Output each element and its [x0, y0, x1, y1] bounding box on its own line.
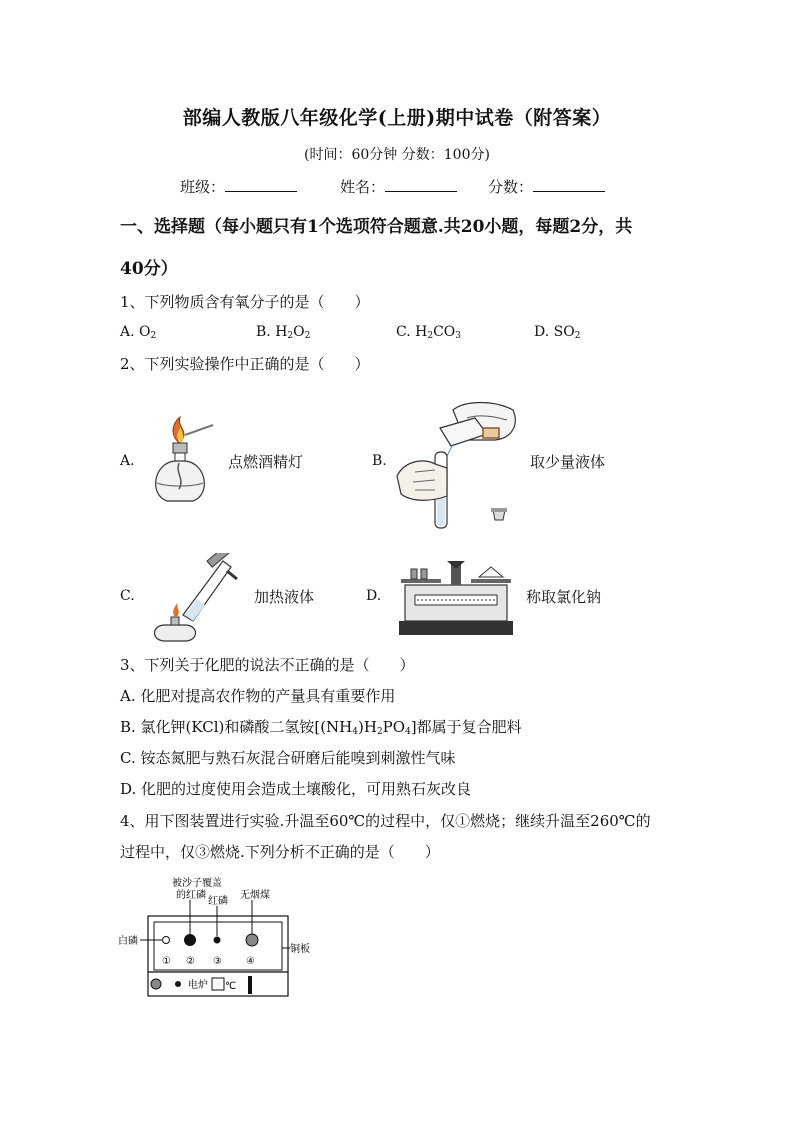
balance-figure: [397, 555, 515, 637]
q2-c-letter[interactable]: C.: [120, 588, 135, 604]
label-anthracite: 无烟煤: [240, 890, 270, 901]
q2-stem: 2、下列实验操作中正确的是（ ）: [120, 355, 370, 373]
q1-a-text: A. O: [120, 324, 151, 340]
name-blank[interactable]: [385, 177, 457, 192]
q3-b-mid2: PO: [382, 718, 406, 736]
q3-b-sub1: 4: [352, 727, 358, 737]
q1-b-sub2: 2: [304, 331, 311, 341]
label-n1: ①: [162, 956, 171, 967]
name-field: [340, 176, 457, 197]
label-copper-plate: 铜板: [290, 944, 310, 955]
q1-d-text: D. SO: [534, 324, 575, 340]
q3-stem: 3、下列关于化肥的说法不正确的是（ ）: [120, 656, 415, 674]
q2-a-letter[interactable]: A.: [120, 453, 135, 469]
class-label: 班级：: [180, 178, 226, 196]
alcohol-lamp-figure: [145, 415, 215, 507]
label-white-phosphorus: 白磷: [118, 936, 138, 947]
q1-b-mid: O: [293, 324, 305, 340]
heat-liquid-figure: [145, 553, 245, 643]
section-title-line1: 一、选择题（每小题只有1个选项符合题意.共20小题，每题2分，共: [120, 217, 633, 237]
q1-c-mid: CO: [433, 324, 456, 340]
q3-b-post: ]都属于复合肥料: [410, 718, 522, 736]
q2-b-letter[interactable]: B.: [372, 453, 387, 469]
label-n2: ②: [186, 956, 195, 967]
q1-stem: 1、下列物质含有氧分子的是（ ）: [120, 293, 370, 311]
label-n4: ④: [246, 956, 255, 967]
label-sand-covered-2: 的红磷: [176, 890, 206, 901]
label-sand-covered: 被沙子覆盖: [172, 878, 222, 889]
q1-b-sub: 2: [287, 331, 294, 341]
label-red-phosphorus: 红磷: [208, 896, 228, 907]
q3-option-d[interactable]: D. 化肥的过度使用会造成土壤酸化，可用熟石灰改良: [120, 780, 472, 798]
q3-b-mid: )H: [358, 718, 377, 736]
q1-option-c[interactable]: [396, 324, 461, 341]
q1-c-sub: 2: [427, 331, 434, 341]
q1-c-text: C. H: [396, 324, 428, 340]
q1-d-sub: 2: [574, 331, 581, 341]
q2-c-caption: 加热液体: [254, 588, 315, 606]
q2-b-caption: 取少量液体: [530, 453, 606, 471]
q2-d-caption: 称取氯化钠: [526, 588, 602, 606]
q1-c-sub2: 3: [455, 331, 461, 341]
q2-a-caption: 点燃酒精灯: [228, 453, 304, 471]
score-field: [488, 176, 605, 197]
q4-stem-line2: 过程中，仅③燃烧.下列分析不正确的是（ ）: [120, 843, 440, 861]
exam-info: (时间：60分钟 分数：100分): [304, 147, 490, 163]
label-celsius: ℃: [225, 981, 237, 992]
score-label: 分数：: [488, 178, 534, 196]
q1-a-sub: 2: [150, 331, 157, 341]
section-title-line2: 40分）: [120, 259, 178, 279]
name-label: 姓名：: [340, 178, 386, 196]
q3-option-a[interactable]: A. 化肥对提高农作物的产量具有重要作用: [120, 687, 396, 705]
q1-option-b[interactable]: [256, 324, 310, 341]
combustion-apparatus-diagram: [118, 876, 318, 998]
pour-liquid-figure: [395, 398, 525, 532]
page-title: 部编人教版八年级化学(上册)期中试卷（附答案）: [182, 107, 612, 129]
class-blank[interactable]: [225, 177, 297, 192]
q3-b-sub2: 2: [376, 727, 383, 737]
label-n3: ③: [213, 956, 222, 967]
q3-b-sub3: 4: [405, 727, 411, 737]
q1-b-text: B. H: [256, 324, 288, 340]
score-blank[interactable]: [533, 177, 605, 192]
class-field: [180, 176, 297, 197]
q2-d-letter[interactable]: D.: [366, 588, 382, 604]
q4-stem-line1: 4、用下图装置进行实验.升温至60℃的过程中，仅①燃烧；继续升温至260℃的: [120, 812, 651, 830]
label-electric-stove: 电炉: [188, 980, 208, 991]
q3-b-pre: B. 氯化钾(KCl)和磷酸二氢铵[(NH: [120, 718, 353, 736]
q3-option-c[interactable]: C. 铵态氮肥与熟石灰混合研磨后能嗅到刺激性气味: [120, 749, 456, 767]
q3-option-b[interactable]: [120, 716, 522, 737]
q1-option-a[interactable]: [120, 324, 156, 341]
q1-option-d[interactable]: [534, 324, 580, 341]
